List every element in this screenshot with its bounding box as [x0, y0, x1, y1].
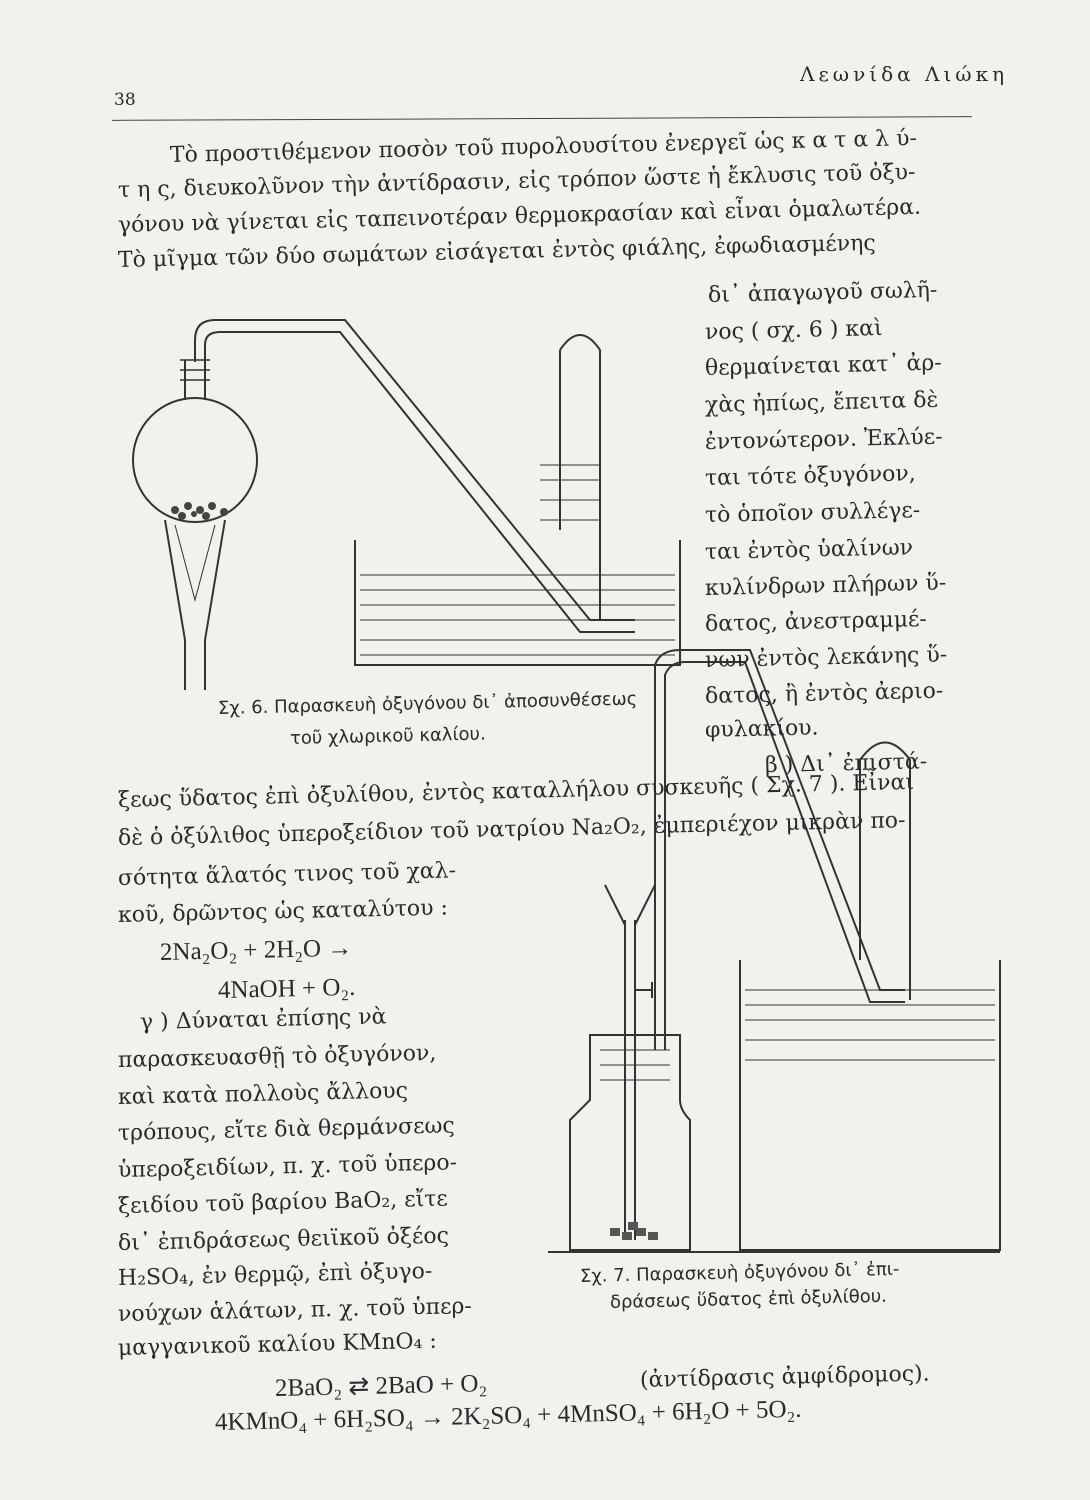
- side-line: νος ( σχ. 6 ) καὶ: [704, 315, 883, 345]
- equation: 4KMnO₄ + 6H₂SO₄ → 2K₂SO₄ + 4MnSO₄ + 6H₂O + 5O₂.: [214, 1395, 802, 1436]
- figure-caption: τοῦ χλωρικοῦ καλίου.: [289, 723, 486, 749]
- side-line: δατος, ἀνεστραμμέ-: [704, 606, 928, 637]
- burner: [165, 520, 225, 690]
- para-line: τ η ς, διευκολῦνον τὴν ἀντίδρασιν, εἰς τρόπον ὥστε ἡ ἔκλυσις τοῦ ὀξυ-: [117, 159, 916, 203]
- para-line: ξειδίου τοῦ βαρίου BaO₂, εἴτε: [117, 1186, 449, 1219]
- para-line: δι᾽ ἐπιδράσεως θειϊκοῦ ὀξέος: [117, 1223, 450, 1256]
- funnel: [605, 885, 655, 990]
- cylinder-water: [540, 465, 600, 520]
- figure-6-apparatus: [133, 320, 680, 690]
- side-line: κυλίνδρων πλήρων ὕ-: [704, 570, 947, 601]
- side-line: θερμαίνεται κατ᾽ ἀρ-: [704, 350, 942, 381]
- water-basin: [740, 960, 1000, 1250]
- para-line: δι᾽ ἀπαγωγοῦ σωλῆ-: [707, 277, 938, 308]
- para-line: Τὸ προστιθέμενον ποσὸν τοῦ πυρολουσίτου ἐνεργεῖ ὡς κ α τ α λ ύ-: [169, 126, 918, 168]
- para-line: παρασκευασθῇ τὸ ὀξυγόνον,: [117, 1040, 437, 1073]
- para-line: H₂SO₄, ἐν θερμῷ, ἐπὶ ὀξυγο-: [117, 1258, 433, 1291]
- water-lines: [360, 575, 675, 655]
- page-number: 38: [114, 90, 136, 110]
- para-line: σότητα ἅλατός τινος τοῦ χαλ-: [117, 858, 457, 891]
- delivery-tube-inner: [205, 332, 635, 632]
- figure-caption: δράσεως ὕδατος ἐπὶ ὀξυλίθου.: [609, 1285, 888, 1313]
- equation-note: (ἀντίδρασις ἀμφίδρομος).: [639, 1361, 930, 1393]
- side-line: δατος, ἢ ἐντὸς ἀεριο-: [704, 678, 944, 709]
- running-title: Λεωνίδα Λιώκη: [800, 62, 1009, 86]
- equation: 2BaO₂ ⇄ 2BaO + O₂: [274, 1370, 488, 1402]
- para-line: τρόπους, εἴτε διὰ θερμάνσεως: [117, 1113, 456, 1146]
- para-line: κοῦ, δρῶντος ὡς καταλύτου :: [117, 895, 449, 928]
- side-line: τὸ ὁποῖον συλλέγε-: [704, 498, 921, 528]
- side-line: νων ἐντὸς λεκάνης ὕ-: [704, 642, 948, 673]
- side-line: ται ἐντὸς ὑαλίνων: [704, 535, 914, 565]
- para-line: γόνου νὰ γίνεται εἰς ταπεινοτέραν θερμοκρασίαν καὶ εἶναι ὁμαλωτέρα.: [117, 194, 922, 238]
- para-line: ὑπεροξειδίων, π. χ. τοῦ ὑπερο-: [117, 1150, 458, 1183]
- figure-caption: Σχ. 7. Παρασκευὴ ὀξυγόνου δι᾽ ἐπι-: [579, 1258, 900, 1287]
- side-line: φυλακίου.: [704, 715, 819, 743]
- water-basin: [355, 540, 680, 665]
- collecting-cylinder: [560, 335, 600, 620]
- equation: 4NaOH + O₂.: [217, 973, 356, 1004]
- stopcock: [636, 982, 652, 998]
- para-line: δὲ ὁ ὀξύλιθος ὑπεροξείδιον τοῦ νατρίου Na₂O₂, ἐμπεριέχον μικρὰν πο-: [117, 808, 906, 851]
- figure-caption: Σχ. 6. Παρασκευὴ ὀξυγόνου δι᾽ ἀποσυνθέσεως: [217, 688, 638, 719]
- side-line: ἐντονώτερον. Ἐκλύε-: [704, 424, 943, 455]
- side-line: ται τότε ὀξυγόνον,: [704, 461, 916, 491]
- para-line: καὶ κατὰ πολλοὺς ἄλλους: [117, 1078, 409, 1110]
- flask-bulb: [133, 398, 257, 522]
- bottle: [570, 1035, 690, 1250]
- para-line: νούχων ἁλάτων, π. χ. τοῦ ὑπερ-: [117, 1293, 473, 1327]
- side-line: χὰς ἠπίως, ἔπειτα δὲ: [704, 387, 939, 418]
- para-line: ξεως ὕδατος ἐπὶ ὀξυλίθου, ἐντὸς καταλλήλου συσκευῆς ( Σχ. 7 ). Εἶναι: [117, 769, 915, 813]
- para-line: γ ) Δύναται ἐπίσης νὰ: [139, 1004, 387, 1035]
- para-line: Τὸ μῖγμα τῶν δύο σωμάτων εἰσάγεται ἐντὸς φιάλης, ἐφωδιασμένης: [117, 230, 876, 273]
- flame: [175, 525, 215, 600]
- para-line: μαγγανικοῦ καλίου KMnO₄ :: [117, 1328, 438, 1361]
- side-line: β ) Δι᾽ ἐπιστά-: [764, 749, 928, 778]
- equation: 2Na₂O₂ + 2H₂O →: [159, 934, 353, 966]
